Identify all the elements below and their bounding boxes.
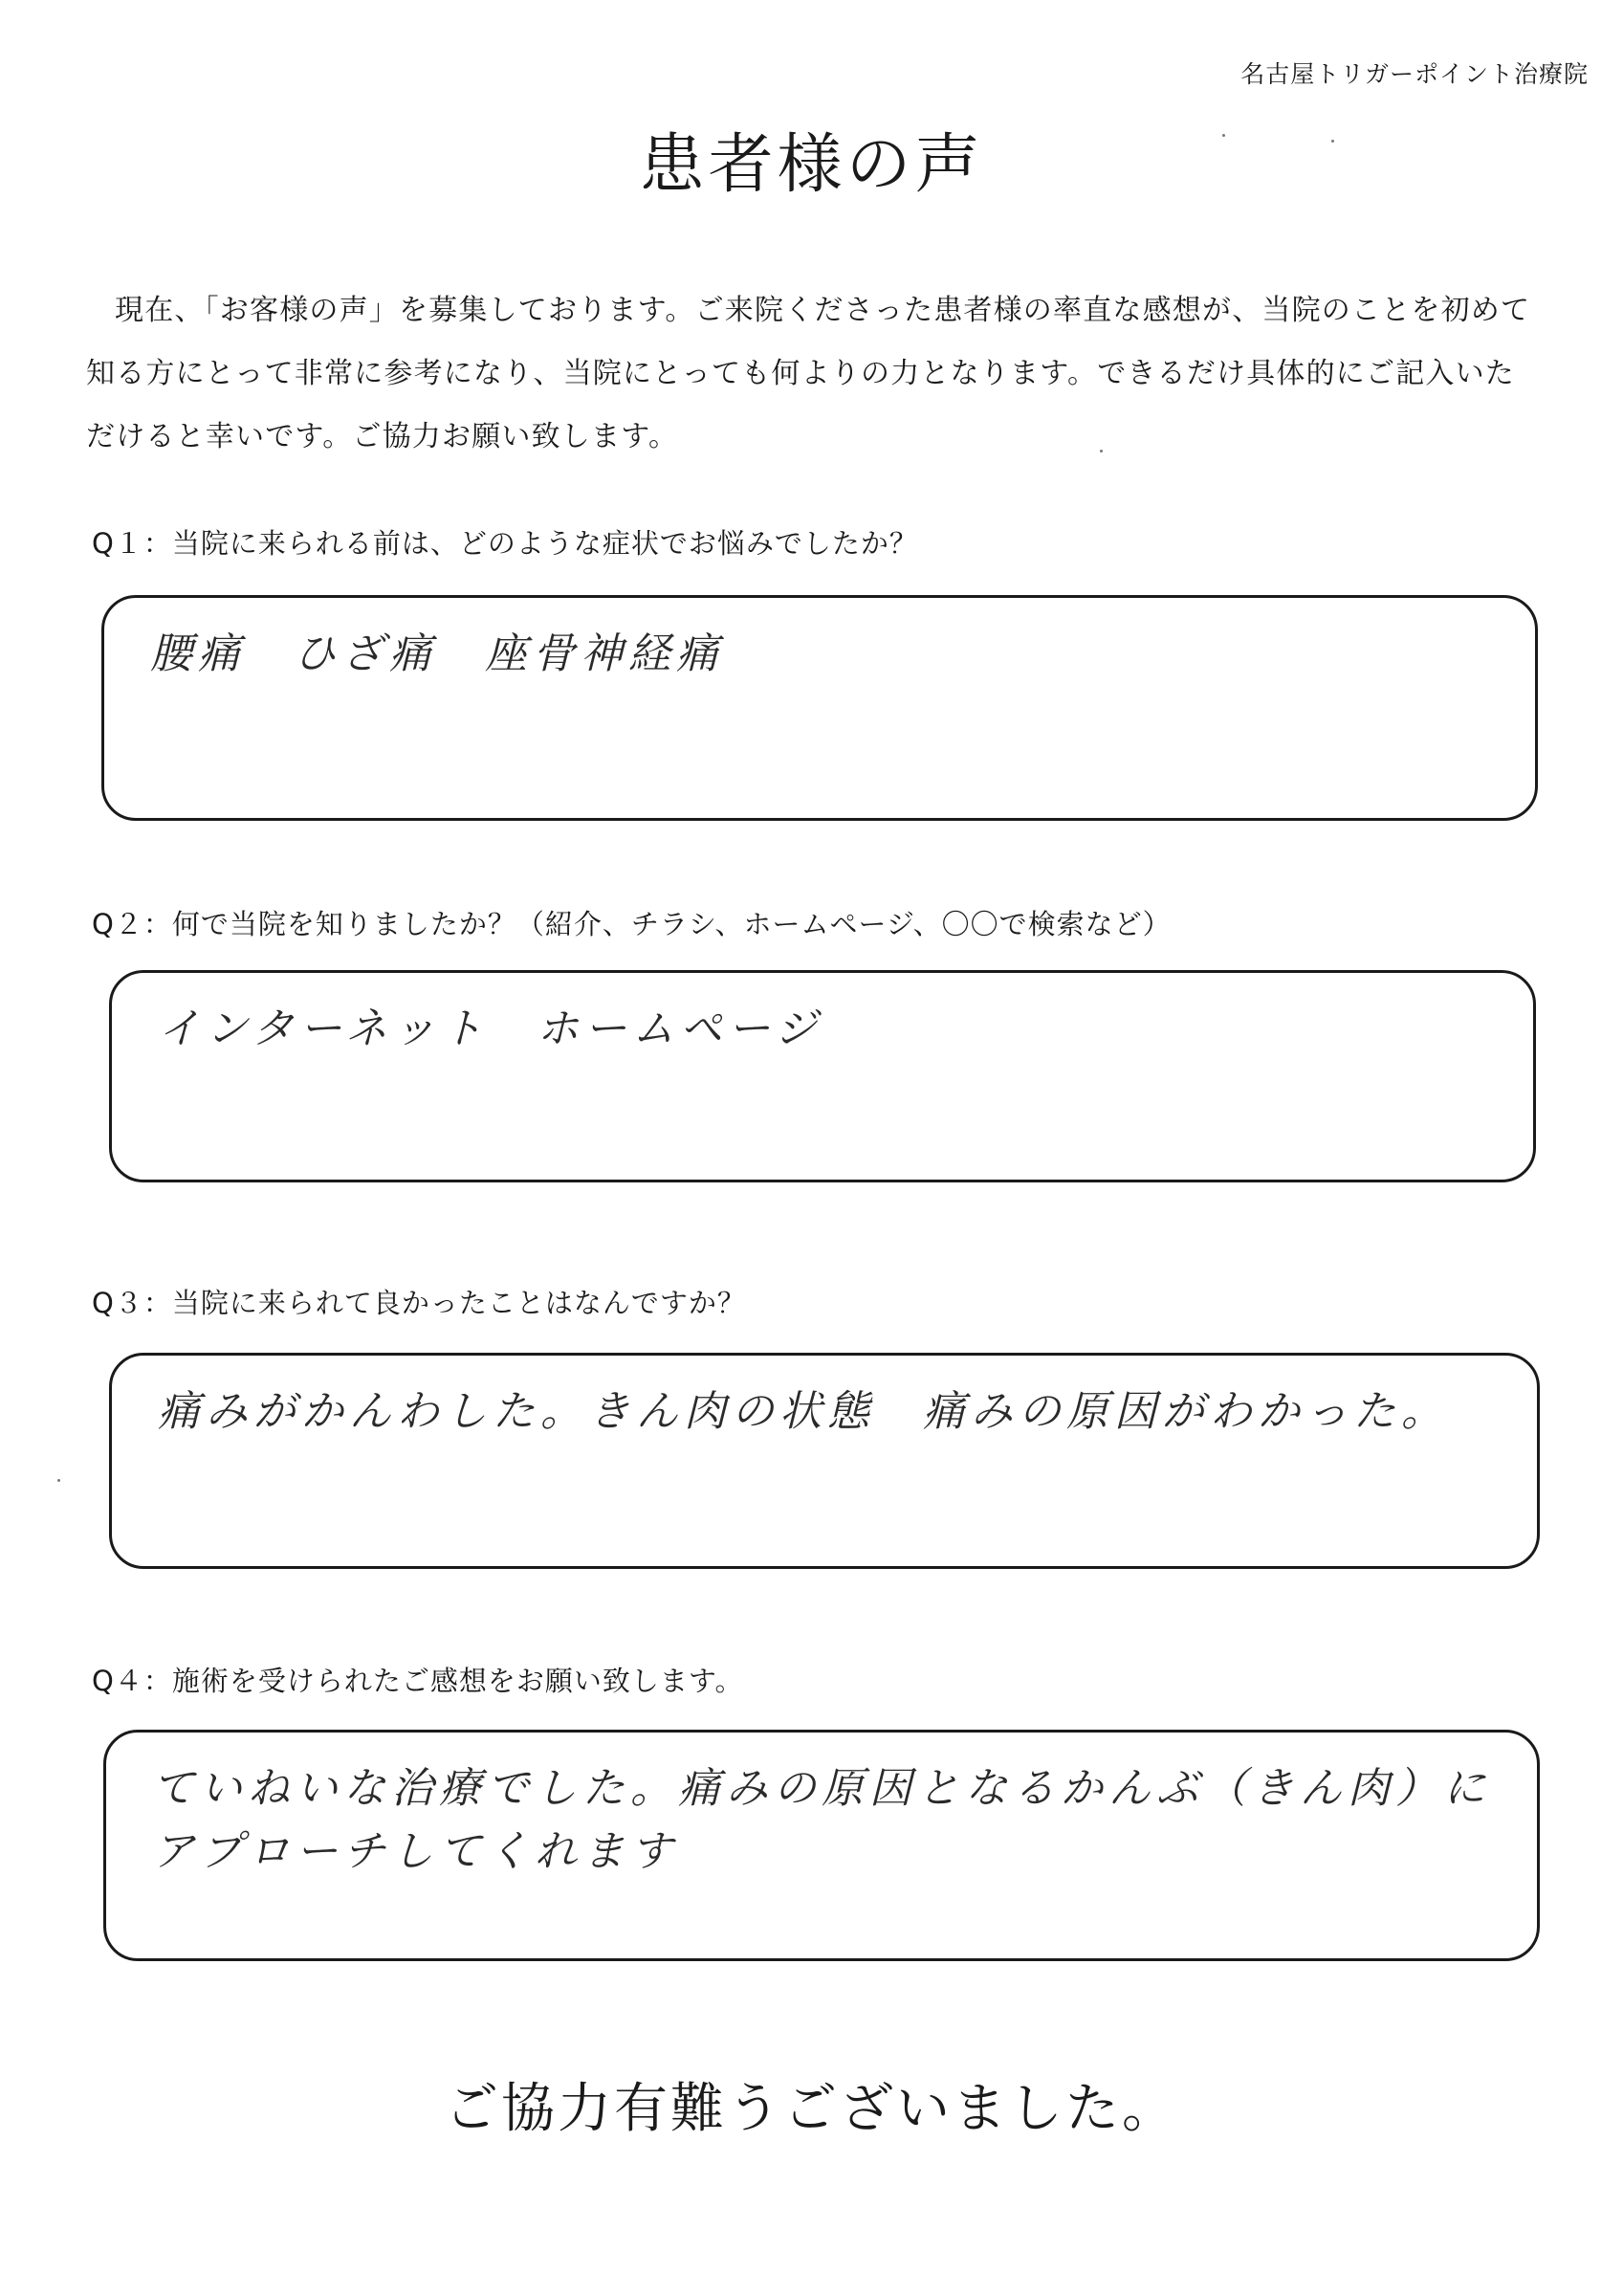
answer-3-text: 痛みがかんわした。きん肉の状態 痛みの原因がわかった。 [158, 1387, 1449, 1436]
speck [1222, 134, 1225, 137]
thanks-message: ご協力有難うございました。 [445, 2078, 1178, 2140]
answer-2-text: インターネット ホームページ [158, 1004, 823, 1053]
page-title: 患者様の声 [639, 127, 984, 203]
question-3-label: Q３：当院に来られて良かったことはなんですか？ [92, 1287, 746, 1319]
answer-box-3 [109, 1353, 1540, 1569]
answer-1-text: 腰痛 ひざ痛 座骨神経痛 [150, 629, 724, 678]
answer-box-1 [101, 595, 1538, 821]
question-1-label: Q１：当院に来られる前は、どのような症状でお悩みでしたか？ [92, 527, 918, 560]
answer-4-text: ていねいな治療でした。痛みの原因となるかんぶ（きん肉）に アプローチしてくれます [152, 1764, 1491, 1876]
clinic-name: 名古屋トリガーポイント治療院 [1240, 60, 1589, 88]
answer-box-4 [103, 1730, 1540, 1961]
question-4-label: Q４：施術を受けられたご感想をお願い致します。 [92, 1665, 744, 1697]
speck [1331, 140, 1334, 143]
answer-box-2 [109, 970, 1536, 1182]
question-2-label: Q２：何で当院を知りましたか？（紹介、チラシ、ホームページ、〇〇で検索など） [92, 908, 1172, 940]
speck [57, 1479, 60, 1482]
intro-paragraph: 現在、「お客様の声」を募集しております。ご来院くださった患者様の率直な感想が、当院のことを初めて知る方にとって非常に参考になり、当院にとっても何よりの力となります。できるだけ具体的にご記入いただけると幸いです。ご協力お願い致します。 [86, 294, 1531, 453]
